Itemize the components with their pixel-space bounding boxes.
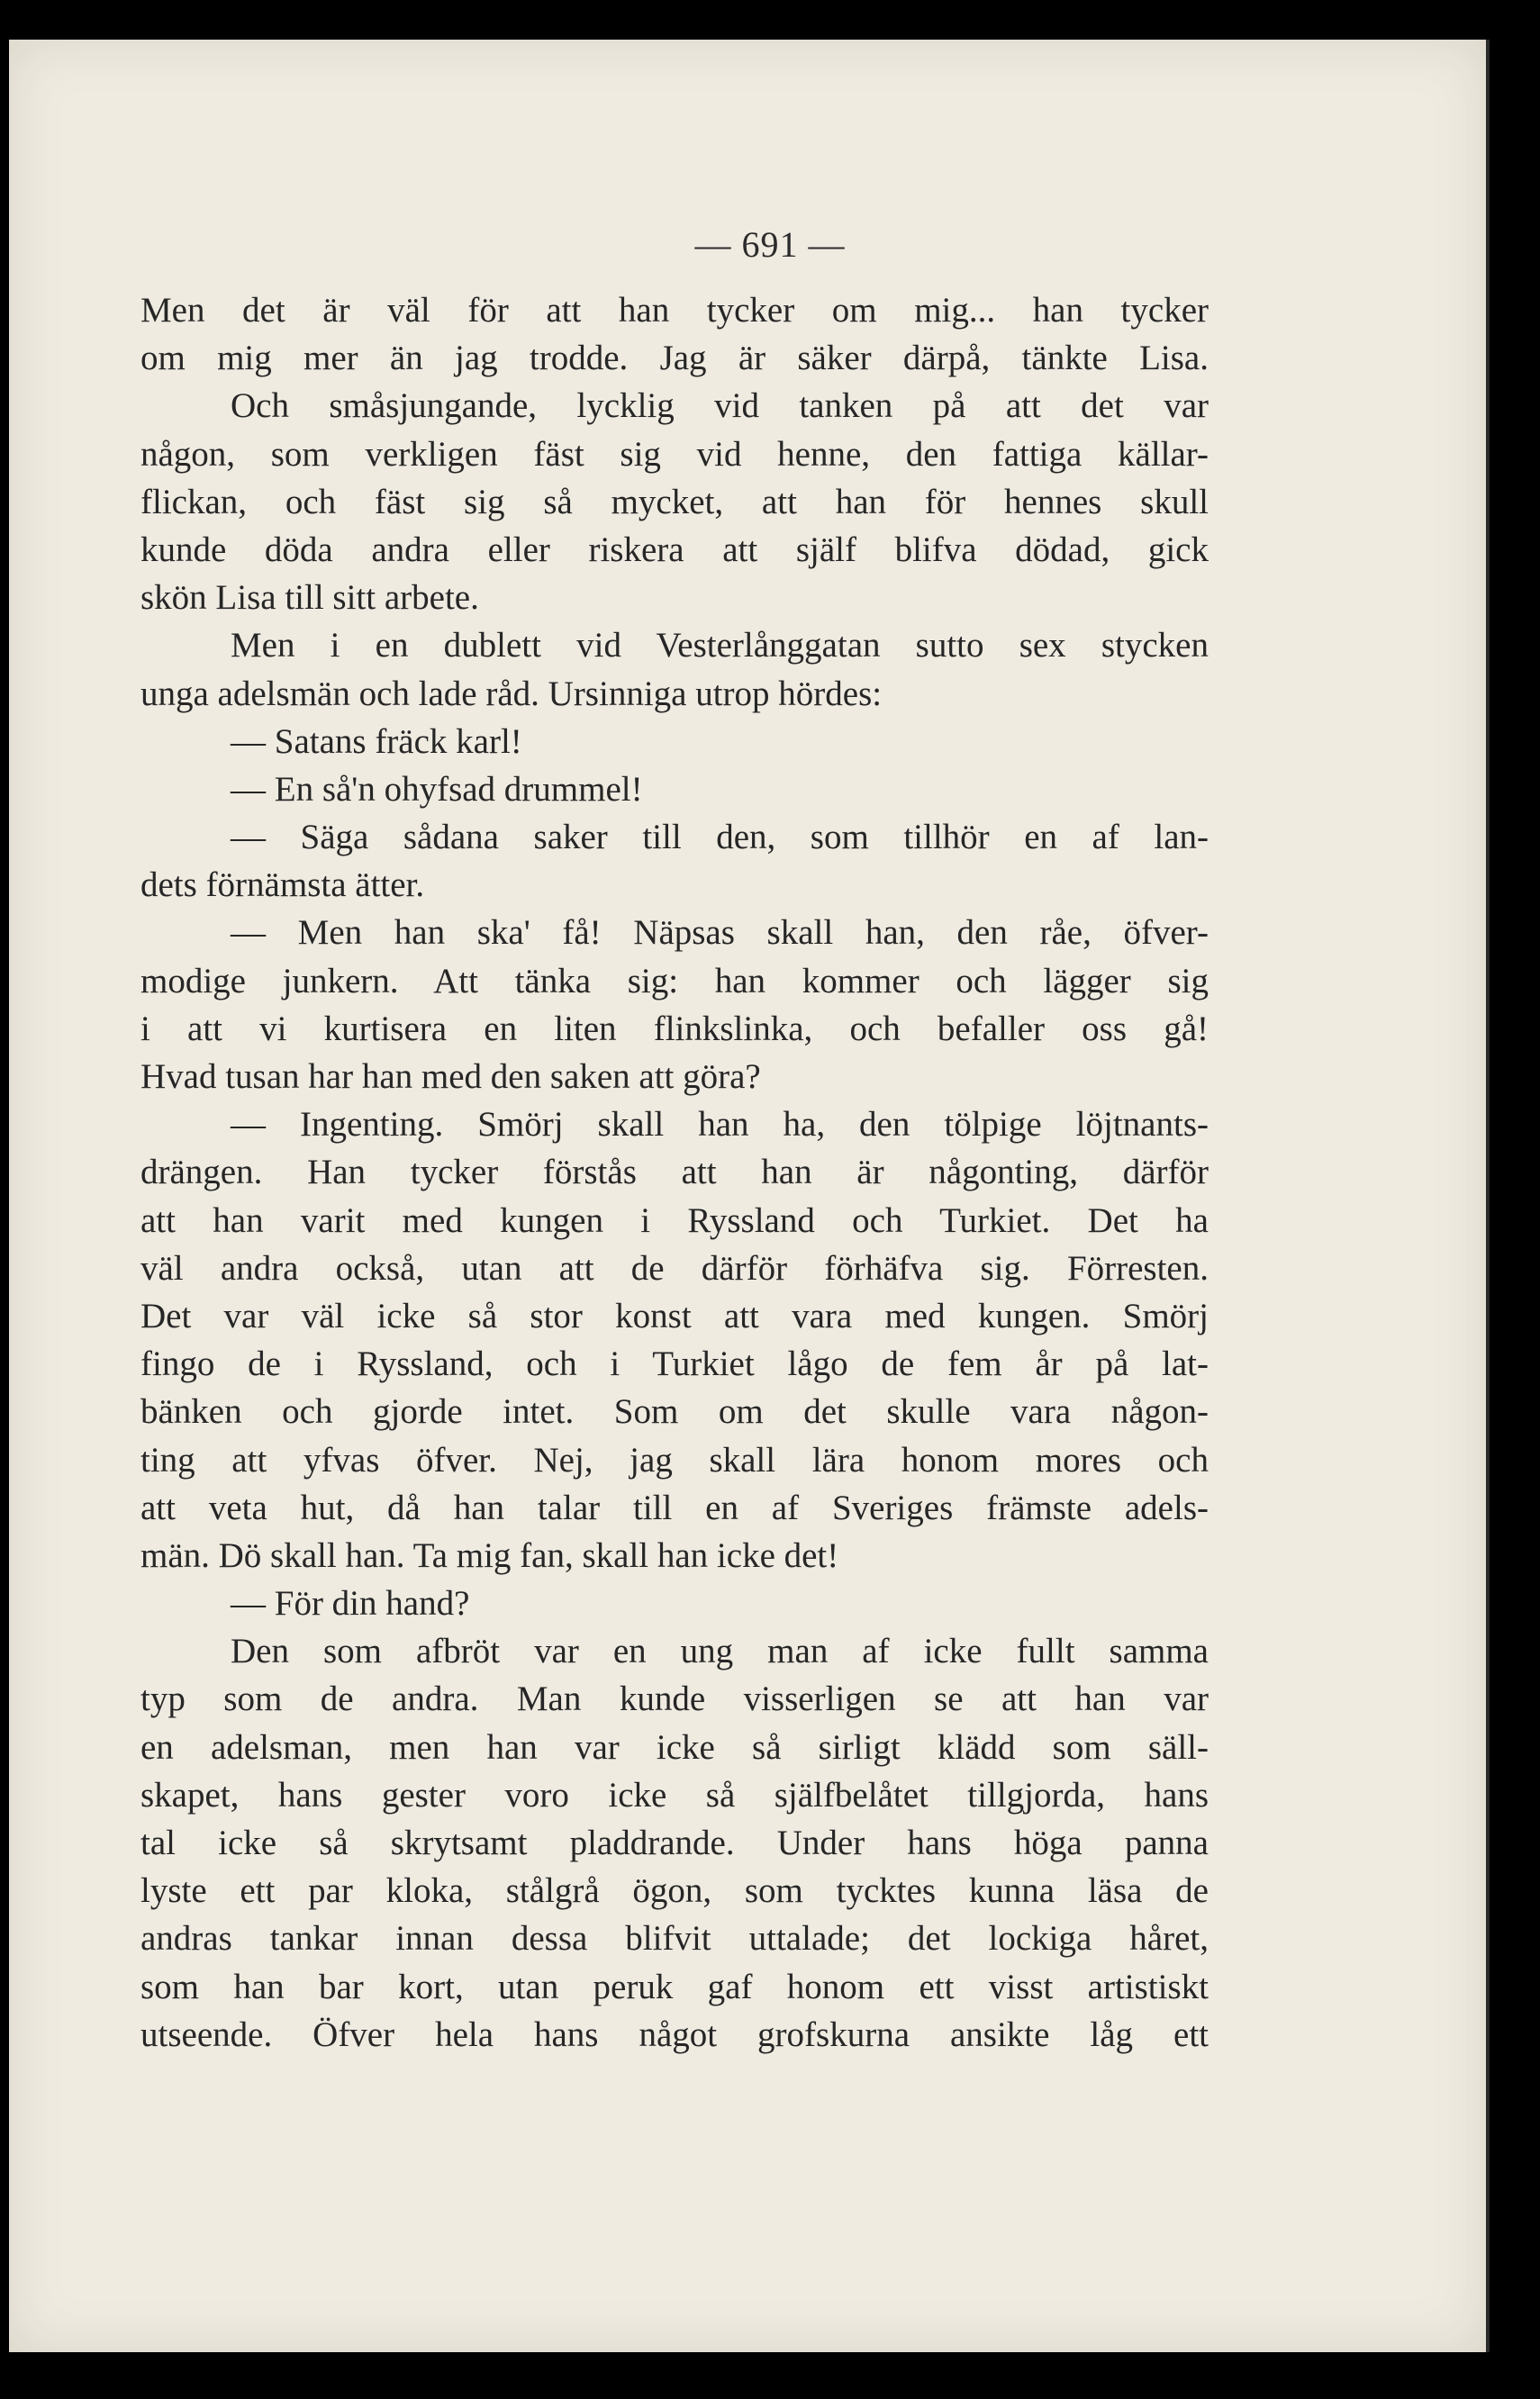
text-line: — En så'n ohyfsad drummel! <box>231 769 643 809</box>
text-line: — Ingenting. Smörj skall han ha, den tölpige löjtnants- <box>231 1105 1209 1145</box>
text-line: dets förnämsta ätter. <box>140 865 425 905</box>
text-line: drängen. Han tycker förstås att han är någonting, därför <box>140 1153 1209 1192</box>
text-line: skapet, hans gester voro icke så själfbelåtet tillgjorda, hans <box>140 1775 1209 1815</box>
text-line: — Säga sådana saker till den, som tillhör en af lan- <box>231 818 1209 857</box>
page-number: — 691 — <box>694 224 846 265</box>
text-line: lyste ett par kloka, stålgrå ögon, som tycktes kunna läsa de <box>140 1871 1209 1911</box>
text-line: bänken och gjorde intet. Som om det skulle vara någon- <box>140 1392 1209 1432</box>
text-line: i att vi kurtisera en liten flinkslinka, och befaller oss gå! <box>140 1009 1209 1048</box>
text-line: om mig mer än jag trodde. Jag är säker därpå, tänkte Lisa. <box>140 339 1209 378</box>
text-line: väl andra också, utan att de därför förhäfva sig. Förresten. <box>140 1248 1209 1288</box>
text-line: en adelsman, men han var icke så sirligt klädd som säll- <box>140 1727 1209 1767</box>
text-line: att han varit med kungen i Ryssland och Turkiet. Det ha <box>140 1200 1209 1240</box>
text-line: typ som de andra. Man kunde visserligen se att han var <box>140 1679 1209 1719</box>
page-edge <box>1486 40 1490 2352</box>
text-line: — För din hand? <box>231 1584 470 1624</box>
text-line: Men det är väl för att han tycker om mig... han tycker <box>140 291 1209 330</box>
text-line: tal icke så skrytsamt pladdrande. Under hans höga panna <box>140 1824 1209 1862</box>
text-line: att veta hut, då han talar till en af Sveriges främste adels- <box>140 1488 1209 1527</box>
text-line: skön Lisa till sitt arbete. <box>140 578 479 618</box>
body-text <box>140 286 1209 2059</box>
text-line: — Satans fräck karl! <box>231 721 522 761</box>
text-line: flickan, och fäst sig så mycket, att han för hennes skull <box>140 482 1209 521</box>
text-line: någon, som verkligen fäst sig vid henne, den fattiga källar- <box>140 434 1209 474</box>
text-line: Den som afbröt var en ung man af icke fullt samma <box>231 1632 1209 1671</box>
text-line: fingo de i Ryssland, och i Turkiet lågo de fem år på lat- <box>140 1344 1209 1384</box>
text-line: andras tankar innan dessa blifvit uttalade; det lockiga håret, <box>140 1919 1209 1959</box>
text-line: ting att yfvas öfver. Nej, jag skall lära honom mores och <box>140 1440 1209 1480</box>
text-line: män. Dö skall han. Ta mig fan, skall han icke det! <box>140 1535 839 1575</box>
text-line: Och småsjungande, lycklig vid tanken på att det var <box>231 386 1209 426</box>
text-line: kunde döda andra eller riskera att själf blifva dödad, gick <box>140 530 1209 569</box>
text-line: som han bar kort, utan peruk gaf honom ett visst artistiskt <box>140 1967 1209 2006</box>
text-line: Hvad tusan har han med den saken att göra? <box>140 1057 761 1096</box>
text-line: Det var väl icke så stor konst att vara med kungen. Smörj <box>140 1296 1209 1335</box>
text-line: unga adelsmän och lade råd. Ursinniga utrop hördes: <box>140 674 883 713</box>
text-line: utseende. Öfver hela hans något grofskurna ansikte låg ett <box>140 2014 1209 2054</box>
text-line: modige junkern. Att tänka sig: han kommer och lägger sig <box>140 961 1209 1000</box>
text-line: Men i en dublett vid Vesterlånggatan sutto sex stycken <box>231 626 1209 665</box>
text-line: — Men han ska' få! Näpsas skall han, den råe, öfver- <box>231 913 1209 953</box>
